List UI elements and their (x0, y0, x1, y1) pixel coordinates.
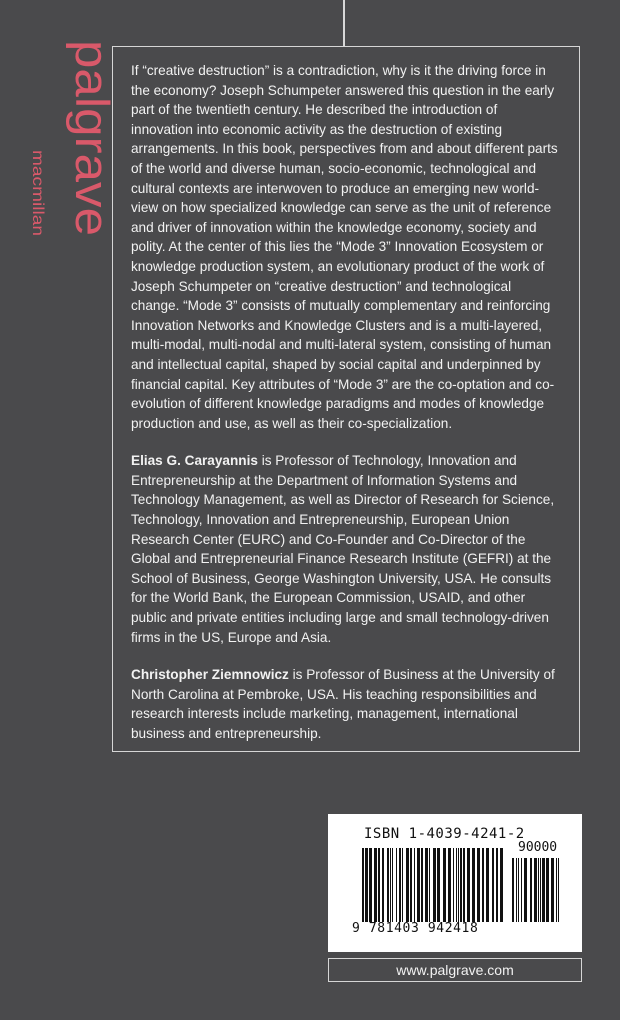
barcode-bar (500, 848, 503, 922)
barcode-bar (387, 848, 389, 922)
blurb-box (112, 46, 580, 752)
barcode-bar (453, 848, 454, 922)
barcode-bar (429, 848, 430, 922)
barcode-bar (406, 848, 409, 922)
logo-wordmark: palgrave (66, 40, 119, 221)
barcode-bar (482, 848, 484, 922)
barcode-bar (433, 848, 436, 922)
ean-barcode (362, 848, 504, 922)
barcode-bar (492, 848, 494, 922)
barcode-bar (456, 848, 457, 922)
author-bio-1 (131, 451, 561, 647)
barcode-bar (460, 848, 462, 922)
barcode-bar (458, 848, 459, 922)
barcode-bar (448, 848, 451, 922)
price-code: 90000 (518, 840, 558, 855)
barcode-bar (516, 858, 517, 922)
palgrave-logo (18, 40, 119, 240)
barcode-bar (534, 858, 537, 922)
barcode-bar (477, 848, 480, 922)
barcode-bar (417, 848, 420, 922)
barcode-bar (546, 858, 549, 922)
barcode-bar (540, 858, 541, 922)
barcode-bar (467, 848, 470, 922)
barcode-bar (421, 848, 423, 922)
barcode-bar (392, 848, 393, 922)
barcode-bar (521, 858, 522, 922)
barcode-bar (512, 858, 514, 922)
addon-barcode (512, 858, 560, 922)
barcode-bar (396, 848, 397, 922)
barcode-bar (425, 848, 428, 922)
barcode-bar (410, 848, 412, 922)
ean-digits: 9 781403 942418 (352, 921, 479, 936)
spine-divider (343, 0, 345, 47)
barcode-bar (496, 848, 498, 922)
barcode-bar (530, 858, 532, 922)
barcode-bar (362, 848, 364, 922)
barcode-bar (538, 858, 539, 922)
author-bio-text-1: is Professor of Technology, Innovation and Entrepreneurship at the Department of Information Systems and Technology Management, as well as Director of Research for Science, Technology, Innovation and Entrepreneurship, European Union Research Center (EURC) and Co-Founder and Co-Director of the Global and Entrepreneurial Finance Research Institute (GEFRI) at the School of Business, George Washington University, USA. He consults for the World Bank, the European Commission, USAID, and other public and private entities including large and small technology-driven firms in the US, Europe and Asia. (131, 453, 555, 645)
barcode-bar (524, 858, 527, 922)
isbn-label: ISBN 1-4039-4241-2 (364, 826, 525, 842)
barcode-bar (382, 848, 384, 922)
barcode-bar (399, 848, 401, 922)
barcode-bar (556, 858, 557, 922)
blurb-paragraph: If “creative destruction” is a contradiction, why is it the driving force in the economy? Joseph Schumpeter answered this question in the early part of the twentieth century. He described the introduction of innovation into economic activity as the destruction of existing arrangements. In this book, perspectives from and about different parts of the world and diverse human, socio-economic, technological and cultural contexts are interwoven to produce an emerging new world-view on how specialized knowledge can serve as the unit of reference and driver of innovation within the knowledge economy, society and polity. At the center of this lies the “Mode 3” Innovation Ecosystem or knowledge production system, an evolutionary product of the work of Joseph Schumpeter on “creative destruction” and technological change. “Mode 3” consists of mutually complementary and reinforcing Innovation Networks and Knowledge Clusters and is a multi-layered, multi-modal, multi-nodal and multi-lateral system, consisting of human and intellectual capital, shaped by social capital and underpinned by financial capital. Key attributes of “Mode 3” are the co-optation and co-evolution of different knowledge paradigms and modes of knowledge production and use, as well as their co-specialization. (131, 63, 558, 431)
author-name-2: Christopher Ziemnowicz (131, 667, 289, 683)
author-name-1: Elias G. Carayannis (131, 453, 258, 469)
barcode-bar (443, 848, 446, 922)
website-url[interactable]: www.palgrave.com (328, 958, 582, 982)
author-bio-2 (131, 665, 561, 743)
barcode-bar (402, 848, 403, 922)
author-bio-text-2: is Professor of Business at the University of North Carolina at Pembroke, USA. His teaching responsibilities and research interests include marketing, management, international business and entrepreneurship. (131, 667, 555, 741)
barcode-bar (437, 848, 440, 922)
barcode-bar (374, 848, 377, 922)
logo-subtitle: macmillan (29, 150, 46, 223)
barcode-bar (542, 858, 545, 922)
barcode-box (328, 814, 582, 952)
barcode-bar (463, 848, 465, 922)
barcode-bar (551, 858, 554, 922)
barcode-bar (472, 848, 475, 922)
barcode-bar (486, 848, 489, 922)
barcode-bar (369, 848, 372, 922)
barcode-bar (378, 848, 380, 922)
barcode-bar (558, 858, 559, 922)
barcode-bar (518, 858, 519, 922)
barcode-bar (365, 848, 368, 922)
barcode-bar (414, 848, 415, 922)
barcode-bar (390, 848, 391, 922)
